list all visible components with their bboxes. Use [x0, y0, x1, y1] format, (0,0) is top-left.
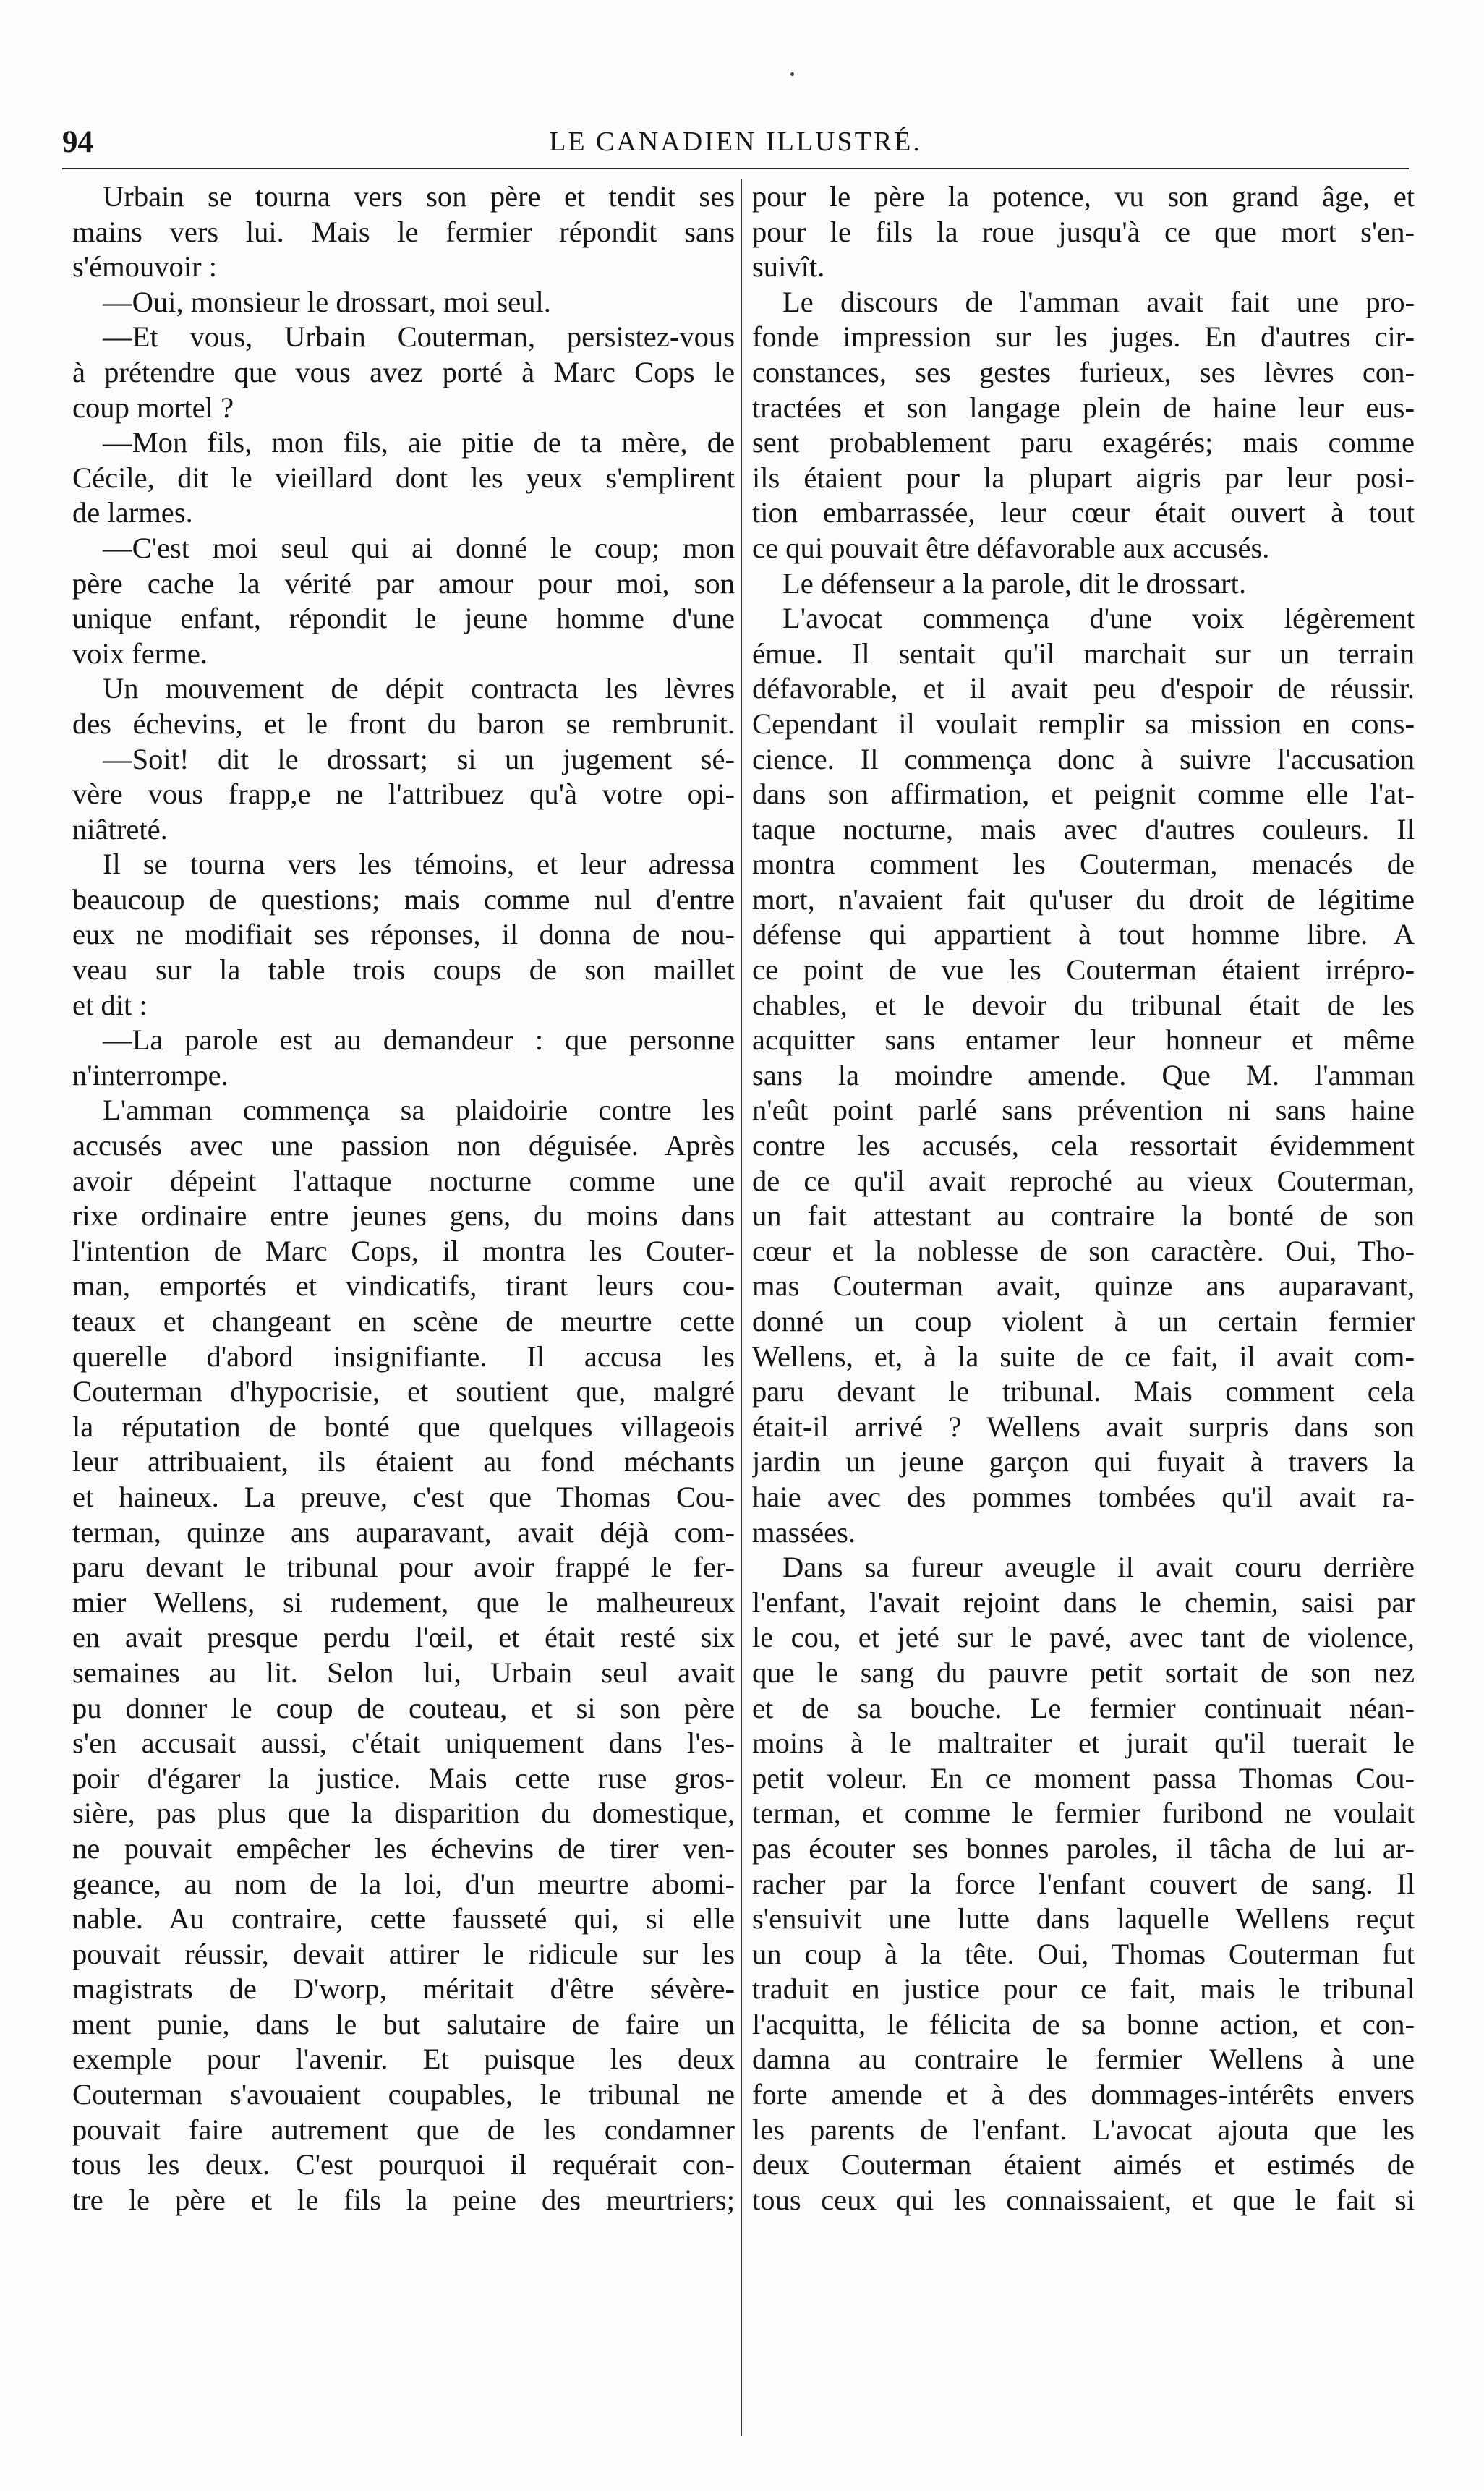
text-line: taque nocturne, mais avec d'autres couleurs. Il [752, 812, 1415, 846]
text-line: montra comment les Couterman, menacés de [752, 848, 1415, 881]
text-line: tion embarrassée, leur cœur était ouvert à tout [752, 496, 1415, 529]
text-line: à prétendre que vous avez porté à Marc Cops le [72, 355, 735, 388]
text-line: Couterman d'hypocrisie, et soutient que, malgré [72, 1375, 735, 1408]
text-line: L'avocat commença d'une voix légèrement [782, 602, 1415, 635]
text-line: semaines au lit. Selon lui, Urbain seul avait [72, 1656, 735, 1689]
text-line: niâtreté. [72, 812, 168, 846]
text-line: terman, et comme le fermier furibond ne voulait [752, 1797, 1415, 1830]
text-line: Un mouvement de dépit contracta les lèvres [103, 672, 735, 705]
text-line: —Et vous, Urbain Couterman, persistez-vous [103, 320, 735, 354]
text-line: massées. [752, 1515, 856, 1549]
text-line: de larmes. [72, 496, 193, 529]
text-line: était-il arrivé ? Wellens avait surpris dans son [752, 1410, 1415, 1443]
running-title: LE CANADIEN ILLUSTRÉ. [549, 127, 922, 157]
text-line: pas écouter ses bonnes paroles, il tâcha de lui ar- [752, 1831, 1415, 1865]
text-line: accusés avec une passion non déguisée. Après [72, 1129, 735, 1162]
text-line: défense qui appartient à tout homme libre. A [752, 918, 1415, 951]
text-line: Le défenseur a la parole, dit le drossart. [782, 566, 1247, 600]
text-line: Wellens, et, à la suite de ce fait, il avait com- [752, 1340, 1415, 1373]
text-line: cience. Il commença donc à suivre l'accusation [752, 742, 1415, 775]
text-line: constances, ses gestes furieux, ses lèvres con- [752, 355, 1415, 388]
text-line: ils étaient pour la plupart aigris par leur posi- [752, 461, 1415, 494]
text-line: teaux et changeant en scène de meurtre cette [72, 1305, 735, 1337]
text-line: l'enfant, l'avait rejoint dans le chemin, saisi par [752, 1585, 1415, 1619]
text-line: la réputation de bonté que quelques villageois [72, 1410, 735, 1443]
text-line: Urbain se tourna vers son père et tendit ses [103, 180, 735, 213]
text-line: sière, pas plus que la disparition du domestique, [72, 1797, 735, 1830]
column-divider [741, 179, 742, 2436]
text-line: exemple pour l'avenir. Et puisque les deux [72, 2043, 735, 2076]
text-line: voix ferme. [72, 636, 208, 670]
text-line: pouvait réussir, devait attirer le ridicule sur les [72, 1937, 735, 1970]
text-line: l'intention de Marc Cops, il montra les Couter- [72, 1234, 735, 1267]
text-line: des échevins, et le front du baron se rembrunit. [72, 707, 735, 740]
text-line: leur attribuaient, ils étaient au fond méchants [72, 1445, 735, 1478]
text-line: nable. Au contraire, cette fausseté qui, si elle [72, 1902, 735, 1936]
text-line: geance, au nom de la loi, d'un meurtre abomi- [72, 1867, 735, 1900]
text-line: et dit : [72, 988, 148, 1021]
text-line: traduit en justice pour ce fait, mais le tribunal [752, 1972, 1415, 2006]
text-line: contre les accusés, cela ressortait évidemment [752, 1129, 1415, 1162]
text-line: fonde impression sur les juges. En d'autres cir- [752, 320, 1415, 354]
text-line: un fait attestant au contraire la bonté de son [752, 1199, 1415, 1232]
text-line: tous les deux. C'est pourquoi il requérait con- [72, 2148, 735, 2181]
text-line: suivît. [752, 250, 825, 284]
text-line: ne pouvait empêcher les échevins de tirer ven- [72, 1831, 735, 1865]
text-line: tractées et son langage plein de haine leur eus- [752, 391, 1415, 424]
text-line: et haineux. La preuve, c'est que Thomas Cou- [72, 1480, 735, 1513]
text-line: dans son affirmation, et peignit comme elle l'at- [752, 778, 1415, 811]
text-line: s'en accusait aussi, c'était uniquement dans l'es- [72, 1726, 735, 1760]
text-line: man, emportés et vindicatifs, tirant leurs cou- [72, 1269, 735, 1303]
text-line: beaucoup de questions; mais comme nul d'entre [72, 882, 735, 916]
text-line: querelle d'abord insignifiante. Il accusa les [72, 1340, 735, 1373]
text-line: n'interrompe. [72, 1058, 229, 1091]
text-line: vère vous frapp,e ne l'attribuez qu'à votre opi- [72, 778, 735, 811]
text-line: mier Wellens, si rudement, que le malheureux [72, 1585, 735, 1619]
left-column [72, 179, 735, 2436]
text-line: unique enfant, répondit le jeune homme d'une [72, 602, 735, 635]
text-line: Dans sa fureur aveugle il avait couru derrière [782, 1551, 1415, 1584]
text-line: sans la moindre amende. Que M. l'amman [752, 1058, 1415, 1091]
text-line: paru devant le tribunal. Mais comment cela [752, 1375, 1415, 1408]
text-line: moins à le maltraiter et jurait qu'il tuerait le [752, 1726, 1415, 1760]
text-line: forte amende et à des dommages-intérêts envers [752, 2078, 1415, 2111]
text-line: Le discours de l'amman avait fait une pro- [782, 285, 1415, 318]
text-line: L'amman commença sa plaidoirie contre les [103, 1094, 735, 1127]
text-line: défavorable, et il avait peu d'espoir de réussir. [752, 672, 1415, 705]
text-line: Cécile, dit le vieillard dont les yeux s'emplirent [72, 461, 735, 494]
text-line: racher par la force l'enfant couvert de sang. Il [752, 1867, 1415, 1900]
text-line: —C'est moi seul qui ai donné le coup; mon [103, 531, 735, 564]
text-line: Il se tourna vers les témoins, et leur adressa [103, 848, 735, 881]
text-line: pu donner le coup de couteau, et si son père [72, 1691, 735, 1724]
text-line: mort, n'avaient fait qu'user du droit de légitime [752, 882, 1415, 916]
text-line: rixe ordinaire entre jeunes gens, du moins dans [72, 1199, 735, 1232]
text-line: eux ne modifiait ses réponses, il donna de nou- [72, 918, 735, 951]
text-line: damna au contraire le fermier Wellens à une [752, 2043, 1415, 2076]
text-line: paru devant le tribunal pour avoir frappé le fer- [72, 1551, 735, 1584]
text-line: les parents de l'enfant. L'avocat ajouta que les [752, 2113, 1415, 2146]
text-line: s'ensuivit une lutte dans laquelle Wellens reçut [752, 1902, 1415, 1936]
text-line: magistrats de D'worp, méritait d'être sévère- [72, 1972, 735, 2006]
text-line: —Soit! dit le drossart; si un jugement sé- [103, 742, 735, 775]
text-line: que le sang du pauvre petit sortait de son nez [752, 1656, 1415, 1689]
text-line: ment punie, dans le but salutaire de faire un [72, 2007, 735, 2040]
text-line: Couterman s'avouaient coupables, le tribunal ne [72, 2078, 735, 2111]
text-line: coup mortel ? [72, 391, 234, 424]
text-line: ce point de vue les Couterman étaient irrépro- [752, 953, 1415, 987]
text-line: s'émouvoir : [72, 250, 218, 284]
text-line: émue. Il sentait qu'il marchait sur un terrain [752, 636, 1415, 670]
text-line: donné un coup violent à un certain fermier [752, 1305, 1415, 1337]
text-line: mains vers lui. Mais le fermier répondit sans [72, 215, 735, 248]
text-line: ce qui pouvait être défavorable aux accusés. [752, 531, 1270, 564]
text-line: deux Couterman étaient aimés et estimés de [752, 2148, 1415, 2181]
text-line: l'acquitta, le félicita de sa bonne action, et con- [752, 2007, 1415, 2040]
text-line: petit voleur. En ce moment passa Thomas Cou- [752, 1761, 1415, 1794]
text-line: le cou, et jeté sur le pavé, avec tant de violence, [752, 1621, 1415, 1654]
text-line: pour le fils la roue jusqu'à ce que mort s'en- [752, 215, 1415, 248]
speck-mark [790, 72, 794, 76]
text-line: tre le père et le fils la peine des meurtriers; [72, 2183, 735, 2216]
text-line: père cache la vérité par amour pour moi, son [72, 566, 735, 600]
text-line: avoir dépeint l'attaque nocturne comme une [72, 1164, 735, 1197]
page-header [62, 122, 1409, 169]
text-line: —Oui, monsieur le drossart, moi seul. [103, 285, 551, 318]
text-line: poir d'égarer la justice. Mais cette ruse gros- [72, 1761, 735, 1794]
text-line: de ce qu'il avait reproché au vieux Couterman, [752, 1164, 1415, 1197]
text-line: pour le père la potence, vu son grand âge, et [752, 180, 1415, 213]
text-line: —Mon fils, mon fils, aie pitie de ta mère, de [103, 426, 735, 459]
text-line: n'eût point parlé sans prévention ni sans haine [752, 1094, 1415, 1127]
text-line: pouvait faire autrement que de les condamner [72, 2113, 735, 2146]
text-line: jardin un jeune garçon qui fuyait à travers la [752, 1445, 1415, 1478]
text-line: sent probablement paru exagérés; mais comme [752, 426, 1415, 459]
page-number: 94 [62, 125, 93, 159]
text-line: haie avec des pommes tombées qu'il avait ra- [752, 1480, 1415, 1513]
text-line: terman, quinze ans auparavant, avait déjà com- [72, 1515, 735, 1549]
text-line: tous ceux qui les connaissaient, et que le fait si [752, 2183, 1415, 2216]
text-line: un coup à la tête. Oui, Thomas Couterman fut [752, 1937, 1415, 1970]
text-line: acquitter sans entamer leur honneur et même [752, 1023, 1415, 1057]
text-line: veau sur la table trois coups de son maillet [72, 953, 735, 987]
text-line: en avait presque perdu l'œil, et était resté six [72, 1621, 735, 1654]
right-column [752, 179, 1415, 2436]
text-line: et de sa bouche. Le fermier continuait néan- [752, 1691, 1415, 1724]
text-line: —La parole est au demandeur : que personne [103, 1023, 735, 1057]
text-line: Cependant il voulait remplir sa mission en cons- [752, 707, 1415, 740]
text-line: mas Couterman avait, quinze ans auparavant, [752, 1269, 1415, 1303]
text-line: cœur et la noblesse de son caractère. Oui, Tho- [752, 1234, 1415, 1267]
text-line: chables, et le devoir du tribunal était de les [752, 988, 1415, 1021]
